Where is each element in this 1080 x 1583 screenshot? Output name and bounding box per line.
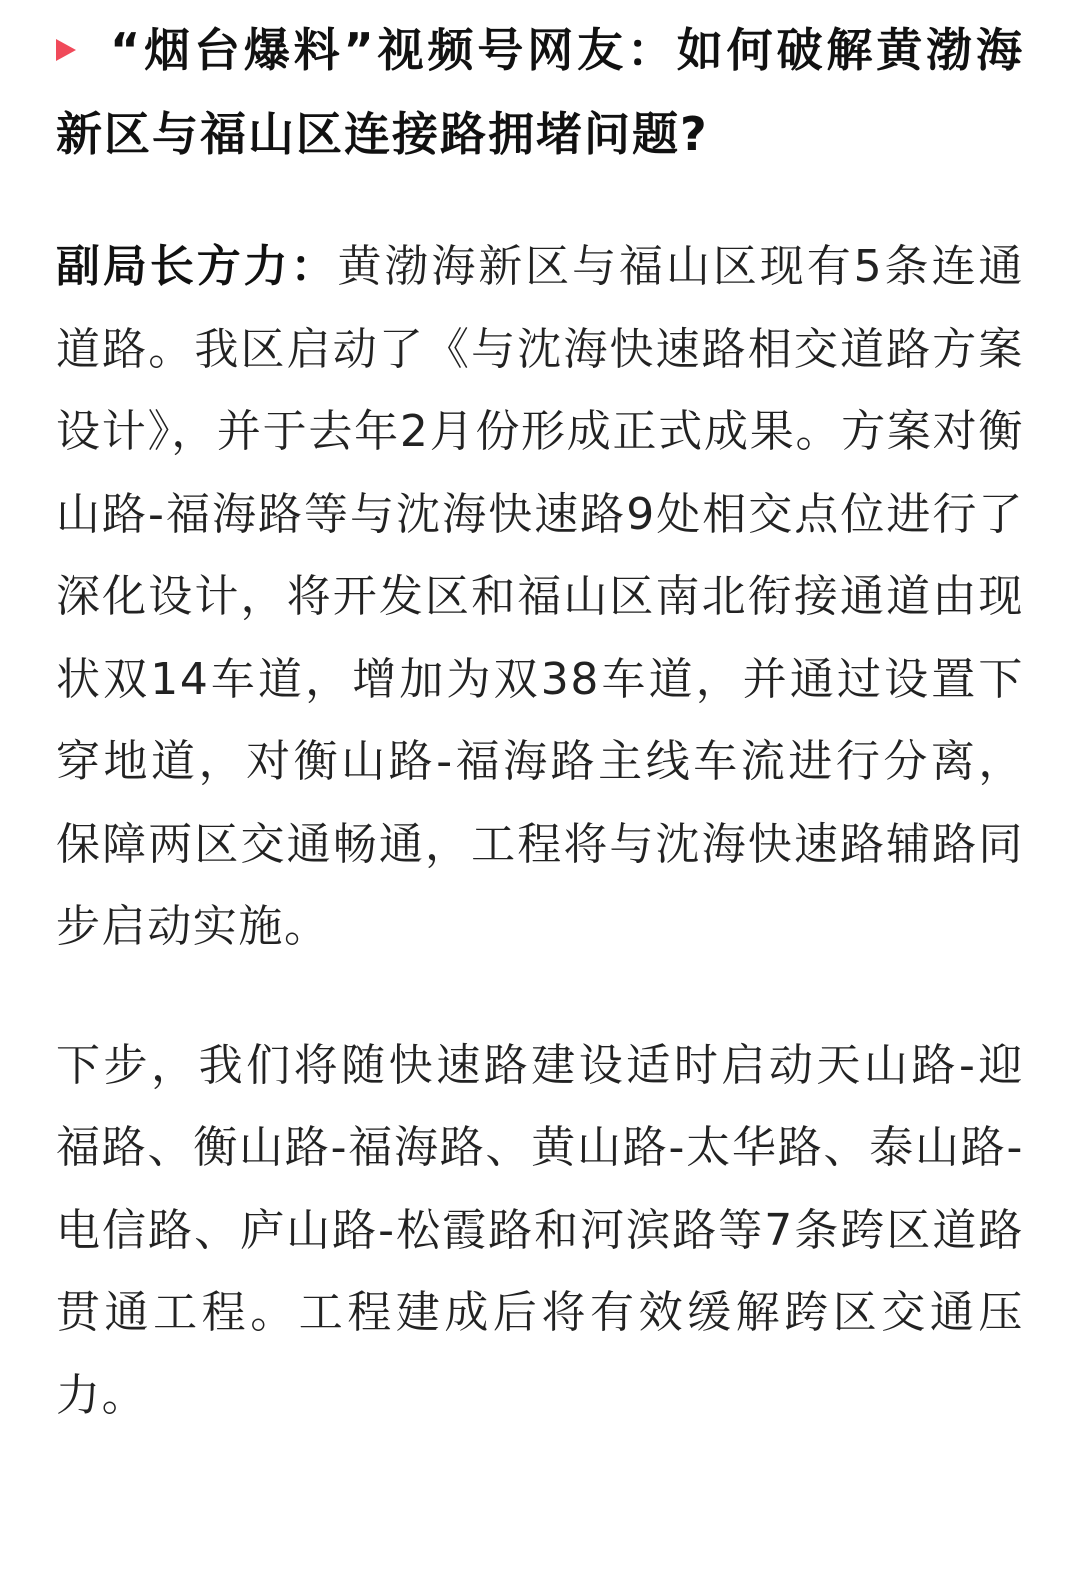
speaker-label: 副局长方力：: [56, 241, 338, 292]
followup-paragraph: 下步，我们将随快速路建设适时启动天山路-迎福路、衡山路-福海路、黄山路-太华路、泰山路-电信路、庐山路-松霞路和河滨路等7条跨区道路贯通工程。工程建成后将有效缓解跨区交通压力。: [56, 1039, 1024, 1421]
answer-text: 黄渤海新区与福山区现有5条连通道路。我区启动了《与沈海快速路相交道路方案设计》，并于去年2月份形成正式成果。方案对衡山路-福海路等与沈海快速路9处相交点位进行了深化设计，将开发区和福山区南北衔接通道由现状双14车道，增加为双38车道，并通过设置下穿地道，对衡山路-福海路主线车流进行分离，保障两区交通畅通，工程将与沈海快速路辅路同步启动实施。: [56, 241, 1024, 952]
question-text: “烟台爆料”视频号网友：如何破解黄渤海新区与福山区连接路拥堵问题?: [56, 23, 1024, 161]
question-heading: [56, 8, 1024, 176]
play-triangle-icon: [56, 39, 76, 61]
answer-paragraph: [56, 226, 1024, 969]
article: [56, 8, 1024, 1437]
